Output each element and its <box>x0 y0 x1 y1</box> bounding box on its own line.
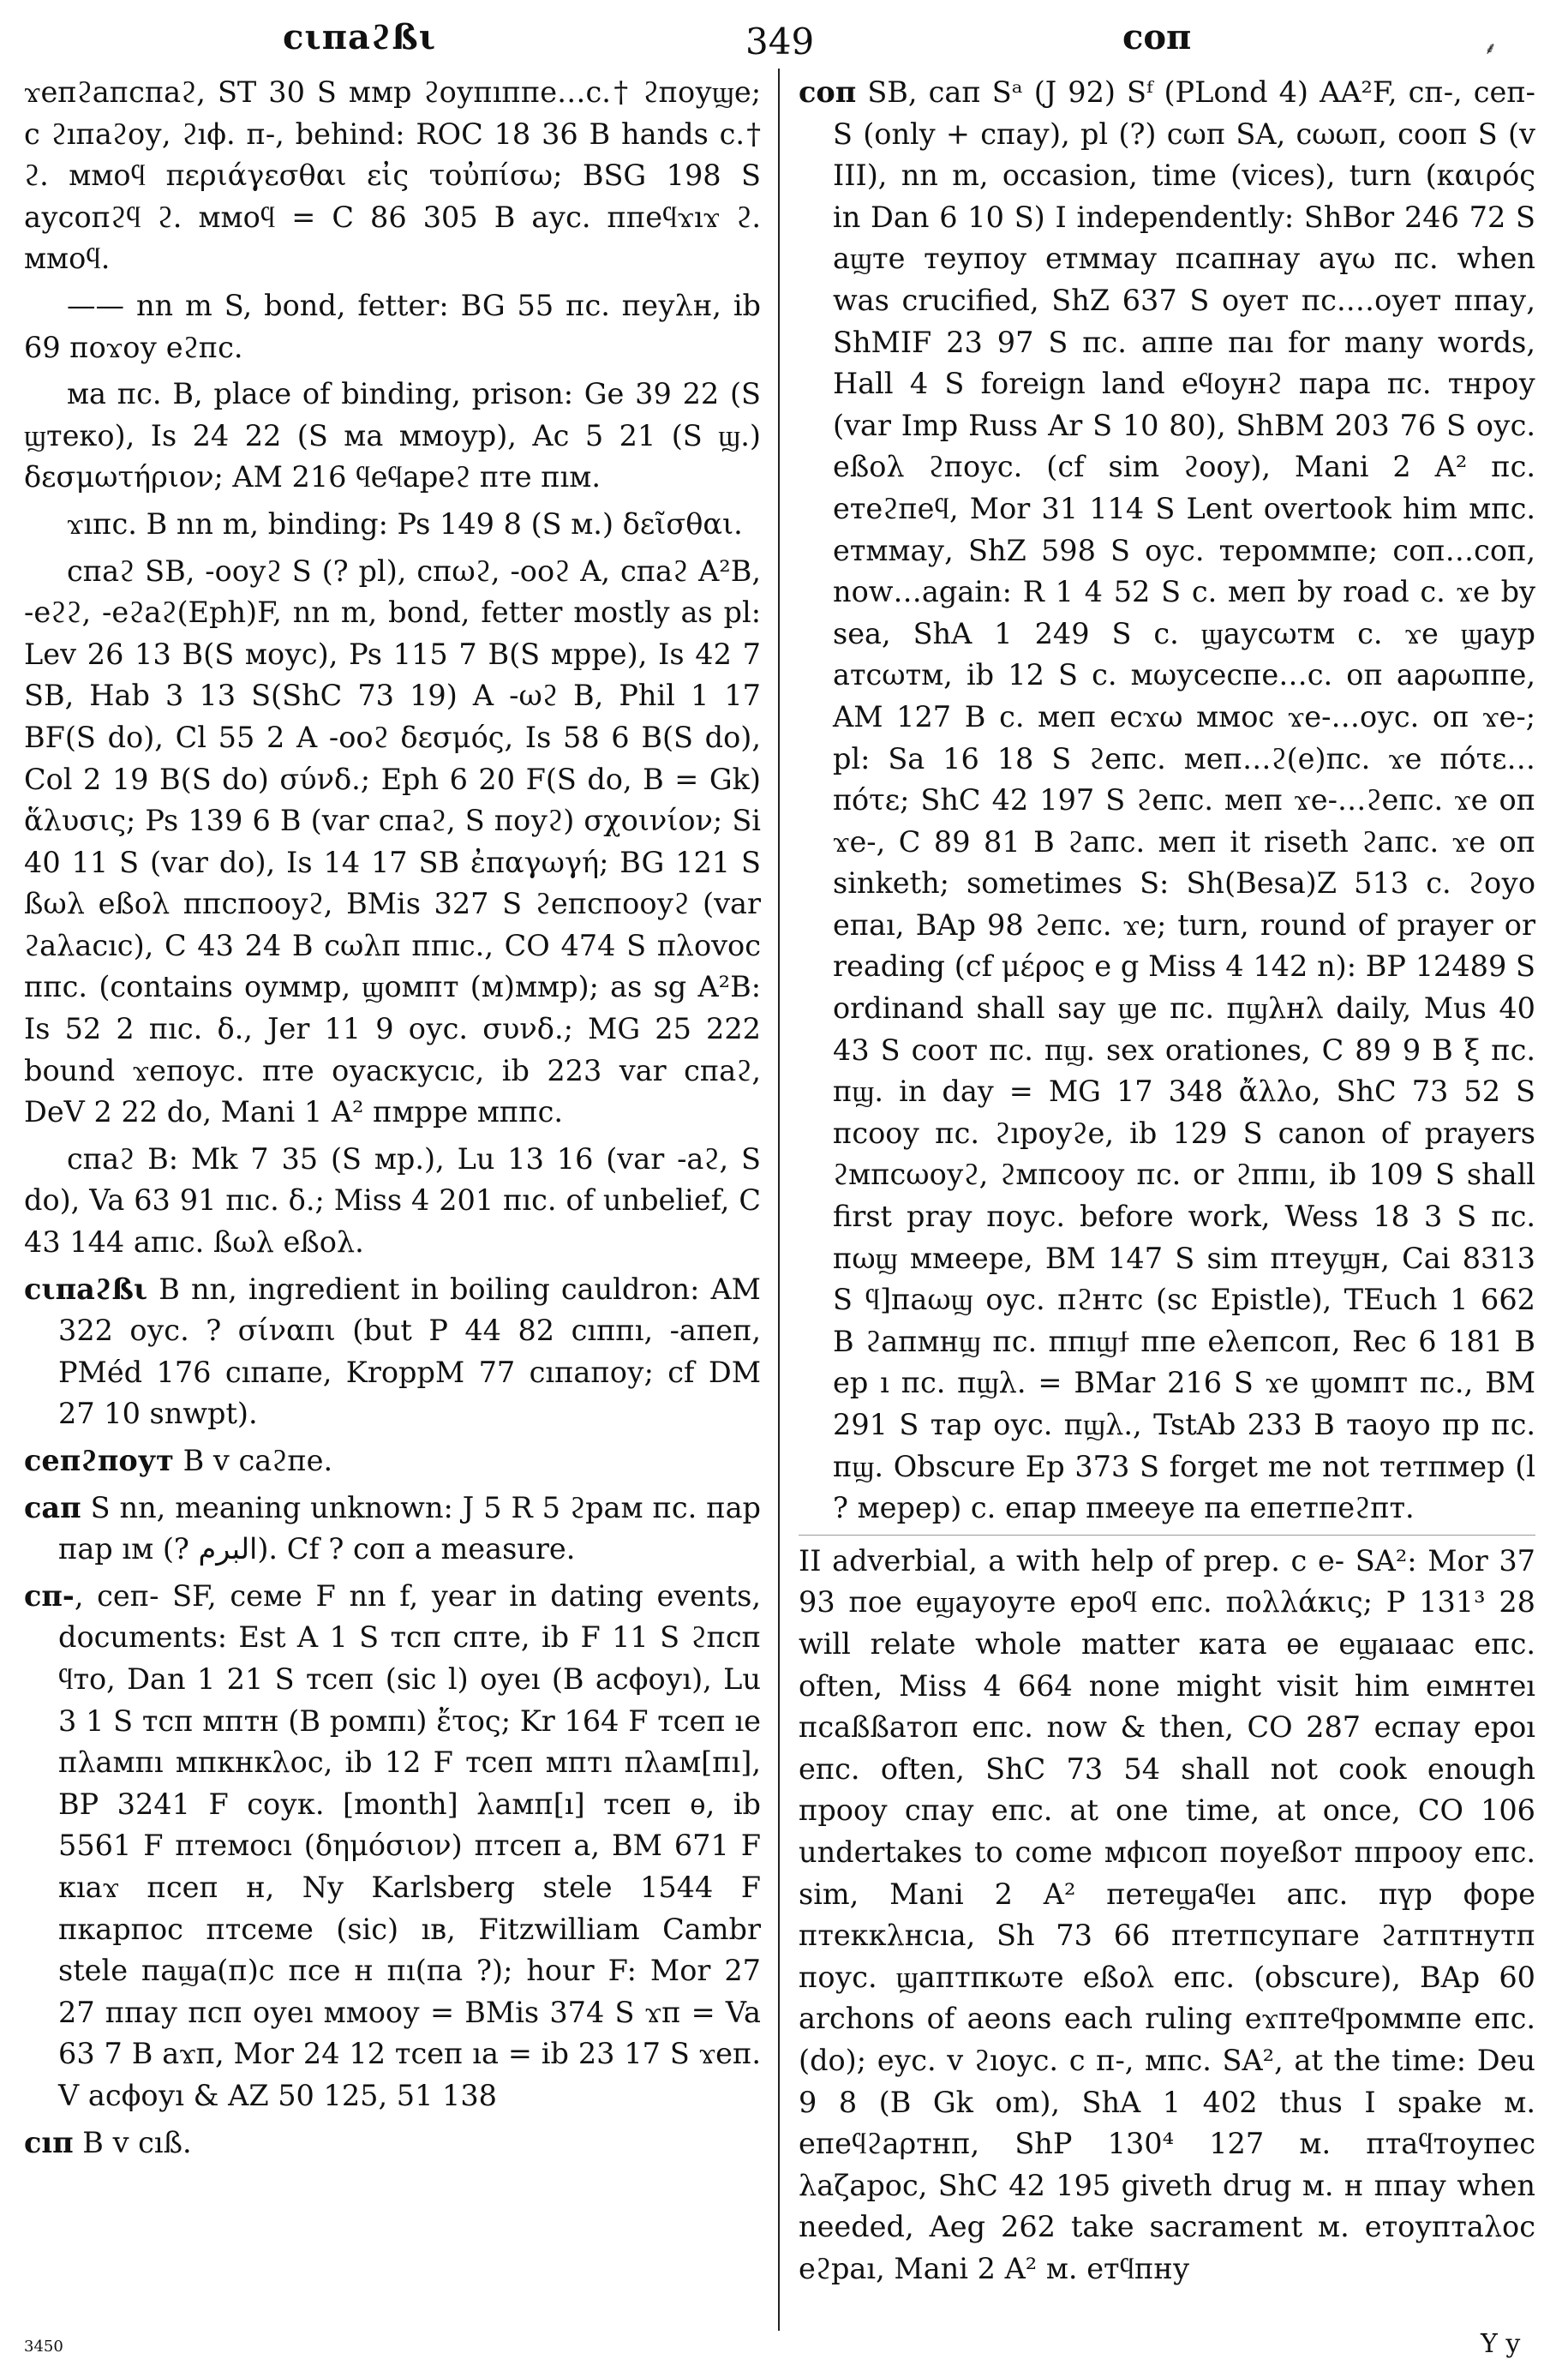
column-divider <box>778 69 780 2331</box>
entry-text: B nn, ingredient in boiling cauldron: AM 322 оус. ? σίναπι (but P 44 82 сıппı, -апеп, PMéd 176 сıпапе, KroppM 77 сıпапоу; cf DM 27 10 snwpt). <box>58 1272 761 1431</box>
page-number: 349 <box>745 21 815 63</box>
entry-headword: сıп <box>24 2125 74 2159</box>
page-header <box>0 17 1568 69</box>
entry-headword: сап <box>24 1490 81 1524</box>
right-column <box>799 72 1535 2326</box>
entry-text: B v сıß. <box>73 2125 192 2159</box>
entry-text: —— nn m S, bond, fetter: BG 55 пс. пеуλн, ib 69 поϫоу еϩпс. <box>24 288 761 364</box>
entry-headword: соп <box>799 75 857 109</box>
dictionary-entry <box>24 1576 761 2117</box>
dictionary-entry <box>24 1440 761 1482</box>
dictionary-entry <box>24 72 761 280</box>
dictionary-entry <box>24 1139 761 1264</box>
left-column <box>24 72 761 2326</box>
entry-headword: сп- <box>24 1578 75 1613</box>
entry-text: ϫепϩапспаϩ, ST 30 S ммр ϩоупıппе…с.† ϩпоуϣе; с ϩıпаϩоу, ϩıϕ. п-, behind: ROC 18 36 B hands с.† ϩ. ммоϥ περιάγεσθαι εἰς τοὐπίσω; BSG 198 S аусопϩϥ ϩ. ммоϥ = C 86 305 B аус. ппеϥϫıϫ ϩ. ммоϥ. <box>24 75 761 276</box>
left-running-headword: сιπаϩßι <box>283 17 437 57</box>
entry-text: , сеп- SF, семе F nn f, year in dating events, documents: Est A 1 S тсп спте, ib F 11 S ϩпсп ϥто, Dan 1 21 S тсеп (sic l) оуеı (B асϕоуı), Lu 3 1 S тсп мптн (B ромпı) ἔτος; Kr 164 F тсеп ıе пλампı мпкнкλос, ib 12 F тсеп мптı пλам[пı], BP 3241 F соуκ. [month] λамп[ı] тсеп ѳ, ib 5561 F птемосı (δημόσιον) птсеп а, BM 671 F кıаϫ псеп н, Ny Karlsberg stele 1544 F пкарпос птсеме (sic) ıв, Fitzwilliam Cambr stele паϣа(п)с псе н пı(па ?); hour F: Mor 27 27 ппау псп оуеı ммооу = BMis 374 S ϫп = Va 63 7 B аϫп, Mor 24 12 тсеп ıа = ib 23 17 S ϫеп. V асϕоуı & AZ 50 125, 51 138 <box>58 1578 761 2112</box>
dictionary-entry <box>24 2123 761 2164</box>
entry-text: II adverbial, a with help of prep. с е- SA²: Mor 37 93 пое еϣауоуте ероϥ епс. πολλάκις; P 131³ 28 will relate whole matter ката ѳе еϣаıаас епс. often, Miss 4 664 none might visit him еıмнтеı псаßßатоп епс. now & then, CO 287 еспау ероı епс. often, ShC 73 54 shall not cook enough прооу спау епс. at one time, at once, CO 106 undertakes to come мϕıсоп поуеßот ппрооу епс. sim, Mani 2 A² петеϣаϥеı апс. пүр ϕоре птекκλнсıа, Sh 73 66 птетпсупаге ϩатптнутп поус. ϣаптпκωте еßоλ епс. (obscure), BAp 60 archons of aeons each ruling еϫптеϥроммпе епс. (do); еус. v ϩıоус. с п-, мпс. SA², at the time: Deu 9 8 (B Gk om), ShA 1 402 thus I spake м. епеϥϩаρтнп, ShP 130⁴ 127 м. птаϥтоупес λаζарос, ShC 42 195 giveth drug м. н ппау when needed, Aeg 262 take sacrament м. етоуптаλос еϩраı, Mani 2 A² м. етϥпну <box>799 1543 1535 2285</box>
dictionary-entry <box>24 1488 761 1571</box>
right-running-headword: соп <box>1122 17 1192 57</box>
dictionary-entry <box>24 374 761 499</box>
entry-headword: сепϩпоут <box>24 1444 174 1477</box>
dictionary-entry <box>799 1535 1535 2290</box>
dictionary-entry <box>24 285 761 368</box>
dictionary-entry <box>24 1269 761 1435</box>
entry-text: спаϩ B: Mk 7 35 (S мр.), Lu 13 16 (var -аϩ, S do), Va 63 91 пıс. δ.; Miss 4 201 пıс. of unbelief, C 43 144 апıс. ßωλ еßоλ. <box>24 1141 761 1260</box>
entry-text: ма пс. B, place of binding, prison: Ge 39 22 (S ϣтеко), Is 24 22 (S ма ммоуp), Ac 5 21 (S ϣ.) δεσμωτήριον; AM 216 ϥеϥареϩ пте пıм. <box>24 377 761 494</box>
entry-text: S nn, meaning unknown: J 5 R 5 ϩрам пс. пар пар ıм (? البرم). Cf ? соп a measure. <box>58 1490 761 1566</box>
entry-text: спаϩ SB, -ооуϩ S (? pl), спωϩ, -ооϩ A, спаϩ A²B, -еϩϩ, -еϩаϩ(Eph)F, nn m, bond, fetter mostly as pl: Lev 26 13 B(S моус), Ps 115 7 B(S мрре), Is 42 7 SB, Hab 3 13 S(ShC 73 19) A -ωϩ B, Phil 1 17 BF(S do), Cl 55 2 A -ооϩ δεσμός, Is 58 6 B(S do), Col 2 19 B(S do) σύνδ.; Eph 6 20 F(S do, B = Gk) ἅλυσις; Ps 139 6 B (var спаϩ, S поуϩ) σχοινίον; Si 40 11 S (var do), Is 14 17 SB ἐπαγωγή; BG 121 S ßωλ еßоλ ппспооуϩ, BMis 327 S ϩепспооуϩ (var ϩаλасıс), C 43 24 B сωλп ппıс., CO 474 S πλоvоc ппс. (contains оуммр, ϣомпт (м)ммр); as sg A²B: Is 52 2 пıс. δ., Jer 11 9 оус. συνδ.; MG 25 222 bound ϫепоус. пте оуаскусıс, ib 223 var спаϩ, DeV 2 22 do, Mani 1 A² пмрре мппс. <box>24 554 761 1129</box>
entry-text: SB, сап Sᵃ (J 92) Sᶠ (PLond 4) AA²F, сп-, сеп- S (only + спау), pl (?) сωп SA, сωωп, сооп S (v III), nn m, occasion, time (vices), turn (καιρός in Dan 6 10 S) I independently: ShBor 246 72 S аϣте теупоу етммау псапнау аүω пс. when was crucified, ShZ 637 S оует пс.…оует ппау, ShMIF 23 97 S пс. аппе паı for many words, Hall 4 S foreign land еϥоунϩ пара пс. тнроу (var Imp Russ Ar S 10 80), ShBM 203 76 S оус. еßоλ ϩпоус. (cf sim ϩооу), Mani 2 A² пс. етеϩпеϥ, Mor 31 114 S Lent overtook him мпс. етммау, ShZ 598 S оус. тероммпе; соп…соп, now…again: R 1 4 52 S с. меп by road с. ϫе by sea, ShA 1 249 S с. ϣаусωтм с. ϫе ϣаур атсωтм, ib 12 S с. мωусеспе…с. оп ааρωппе, AM 127 B с. меп есϫω ммос ϫе-…оус. оп ϫе-; pl: Sa 16 18 S ϩепс. меп…ϩ(е)пс. ϫе πότε…πότε; ShC 42 197 S ϩепс. меп ϫе-…ϩепс. ϫе оп ϫе-, C 89 81 B ϩапс. меп it riseth ϩапс. ϫе оп sinketh; sometimes S: Sh(Besa)Z 513 с. ϩоуо епаı, BAp 98 ϩепс. ϫе; turn, round of prayer or reading (cf μέρος e g Miss 4 142 n): BP 12489 S ordinand shall say ϣе пс. пϣλнλ daily, Mus 40 43 S соот пс. пϣ. sex orationes, C 89 9 B ξ пс. пϣ. in day = MG 17 348 ἄλλο, ShC 73 52 S псооу пс. ϩıроуϩе, ib 129 S canon of prayers ϩмпсωоуϩ, ϩмпсооу пс. or ϩппıı, ib 109 S shall first pray поус. before work, Wess 18 3 S пс. пωϣ ммеере, BM 147 S sim птеуϣн, Cai 8313 S ϥ]паωϣ оус. пϩнтс (sc Epistle), TEuch 1 662 B ϩапмнϣ пс. ппıϣϯ ппе еλепсоп, Rec 6 181 B ер ı пс. пϣλ. = BMar 216 S ϫе ϣомпт пс., BM 291 S тар оус. пϣλ., TstAb 233 B таоуо пр пс. пϣ. Obscure Ep 373 S forget me not тетпмер (l ? мерер) с. епар пмееуе па епетпеϩпт. <box>833 75 1535 1525</box>
entry-text: B v саϩпе. <box>173 1444 333 1477</box>
entry-text: ϫıпс. B nn m, binding: Ps 149 8 (S м.) δεῖσθαι. <box>67 506 743 541</box>
print-code: 3450 <box>24 2338 63 2356</box>
dictionary-entry <box>24 504 761 546</box>
dictionary-entry <box>24 551 761 1134</box>
entry-headword: сιпаϩßι <box>24 1272 148 1306</box>
signature-mark: Y y <box>1481 2329 1521 2359</box>
corner-mark: ⸙ <box>1484 38 1497 58</box>
dictionary-entry <box>799 72 1535 1530</box>
